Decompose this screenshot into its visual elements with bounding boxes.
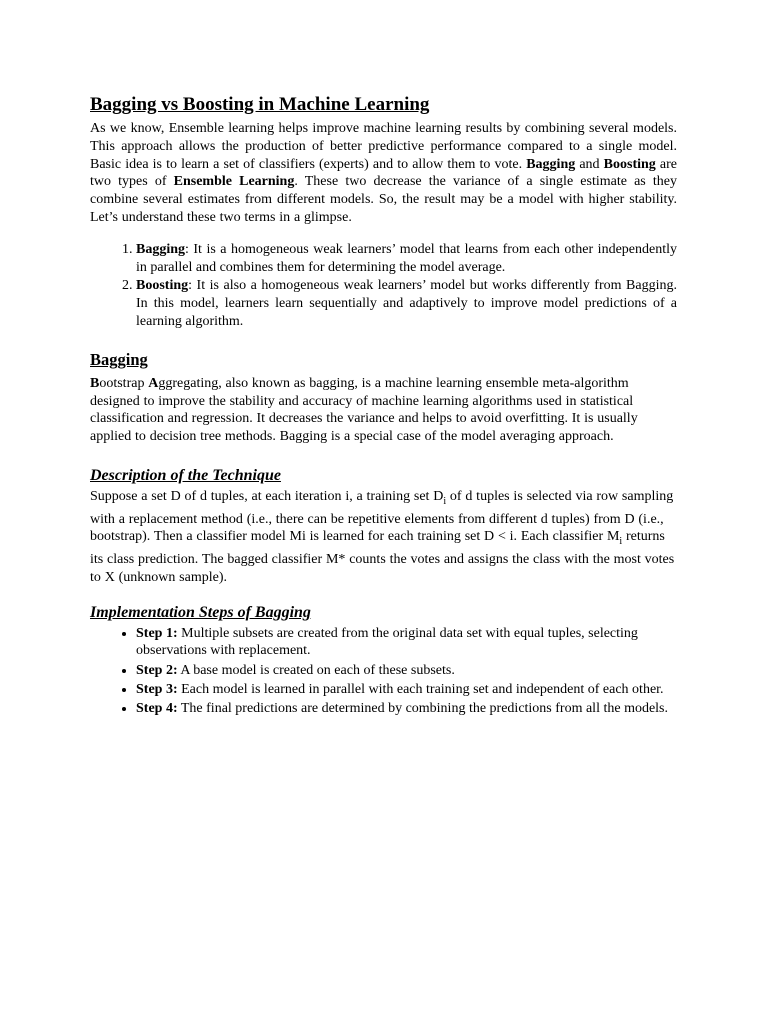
list-item bbox=[136, 681, 677, 699]
list-item bbox=[136, 662, 677, 680]
step-label: Step 1: bbox=[136, 625, 178, 641]
intro-ensemble-term: Ensemble Learning bbox=[173, 174, 295, 190]
description-text-1: Suppose a set D of d tuples, at each iteration i, a training set D bbox=[90, 488, 444, 504]
bagging-heading: Bagging bbox=[90, 349, 148, 369]
list-item-text: : It is a homogeneous weak learners’ model that learns from each other independently in parallel and combines them for determining the model average. bbox=[136, 241, 677, 275]
list-item bbox=[136, 277, 677, 330]
learning-types-list bbox=[90, 241, 677, 331]
intro-bagging-term: Bagging bbox=[526, 156, 576, 172]
step-text: Multiple subsets are created from the original data set with equal tuples, selecting observations with replacement. bbox=[136, 625, 638, 659]
intro-paragraph bbox=[90, 120, 677, 227]
subscript-i: i bbox=[619, 536, 623, 548]
description-heading: Description of the Technique bbox=[90, 466, 281, 484]
description-paragraph bbox=[90, 488, 677, 587]
bagging-a-letter: A bbox=[148, 375, 159, 391]
bagging-text-1: ootstrap bbox=[99, 375, 149, 391]
list-item-term: Bagging bbox=[136, 241, 186, 257]
list-item bbox=[136, 625, 677, 661]
description-text-3: returns its class prediction. The bagged classifier M* counts the votes and assigns the class with the most votes to X (unknown sample). bbox=[90, 529, 675, 585]
implementation-heading: Implementation Steps of Bagging bbox=[90, 603, 311, 621]
intro-text-2: are two types of bbox=[90, 156, 677, 190]
intro-text-and: and bbox=[575, 156, 604, 172]
page-title: Bagging vs Boosting in Machine Learning bbox=[90, 94, 430, 115]
list-item bbox=[136, 241, 677, 277]
description-text-2: of d tuples is selected via row sampling with a replacement method (i.e., there can be repetitive elements from different d tuples) from D (i.e., bootstrap). Then a classifier model Mi is learned for each training set D < i. Each classifier M bbox=[90, 488, 674, 545]
bagging-paragraph bbox=[90, 375, 677, 446]
intro-text-3: . These two decrease the variance of a single estimate as they combine several estimates from different models. So, the result may be a model with higher stability. Let’s understand these two terms in a glimpse. bbox=[90, 174, 677, 225]
subscript-i: i bbox=[443, 495, 447, 507]
step-text: The final predictions are determined by combining the predictions from all the models. bbox=[177, 701, 669, 717]
list-item-text: : It is also a homogeneous weak learners’ model but works differently from Bagging. In this model, learners learn sequentially and adaptively to improve model predictions of a learning algorithm. bbox=[136, 278, 677, 329]
step-text: A base model is created on each of these subsets. bbox=[177, 662, 455, 678]
step-label: Step 3: bbox=[136, 681, 178, 697]
step-label: Step 2: bbox=[136, 662, 178, 678]
bagging-text-2: ggregating, also known as bagging, is a machine learning ensemble meta-algorithm designed to improve the stability and accuracy of machine learning algorithms used in statistical classification and regression. It decreases the variance and helps to avoid overfitting. It is usually applied to decision tree methods. Bagging is a special case of the model averaging approach. bbox=[90, 375, 638, 445]
intro-boosting-term: Boosting bbox=[603, 156, 656, 172]
bagging-b-letter: B bbox=[90, 375, 100, 391]
step-text: Each model is learned in parallel with each training set and independent of each other. bbox=[177, 681, 664, 697]
list-item-term: Boosting bbox=[136, 278, 189, 294]
step-label: Step 4: bbox=[136, 701, 178, 717]
intro-text-1: As we know, Ensemble learning helps improve machine learning results by combining several models. This approach allows the production of better predictive performance compared to a single model. Basic idea is to learn a set of classifiers (experts) and to allow them to vote. bbox=[90, 121, 677, 172]
list-item bbox=[136, 700, 677, 718]
implementation-steps-list bbox=[90, 625, 677, 718]
